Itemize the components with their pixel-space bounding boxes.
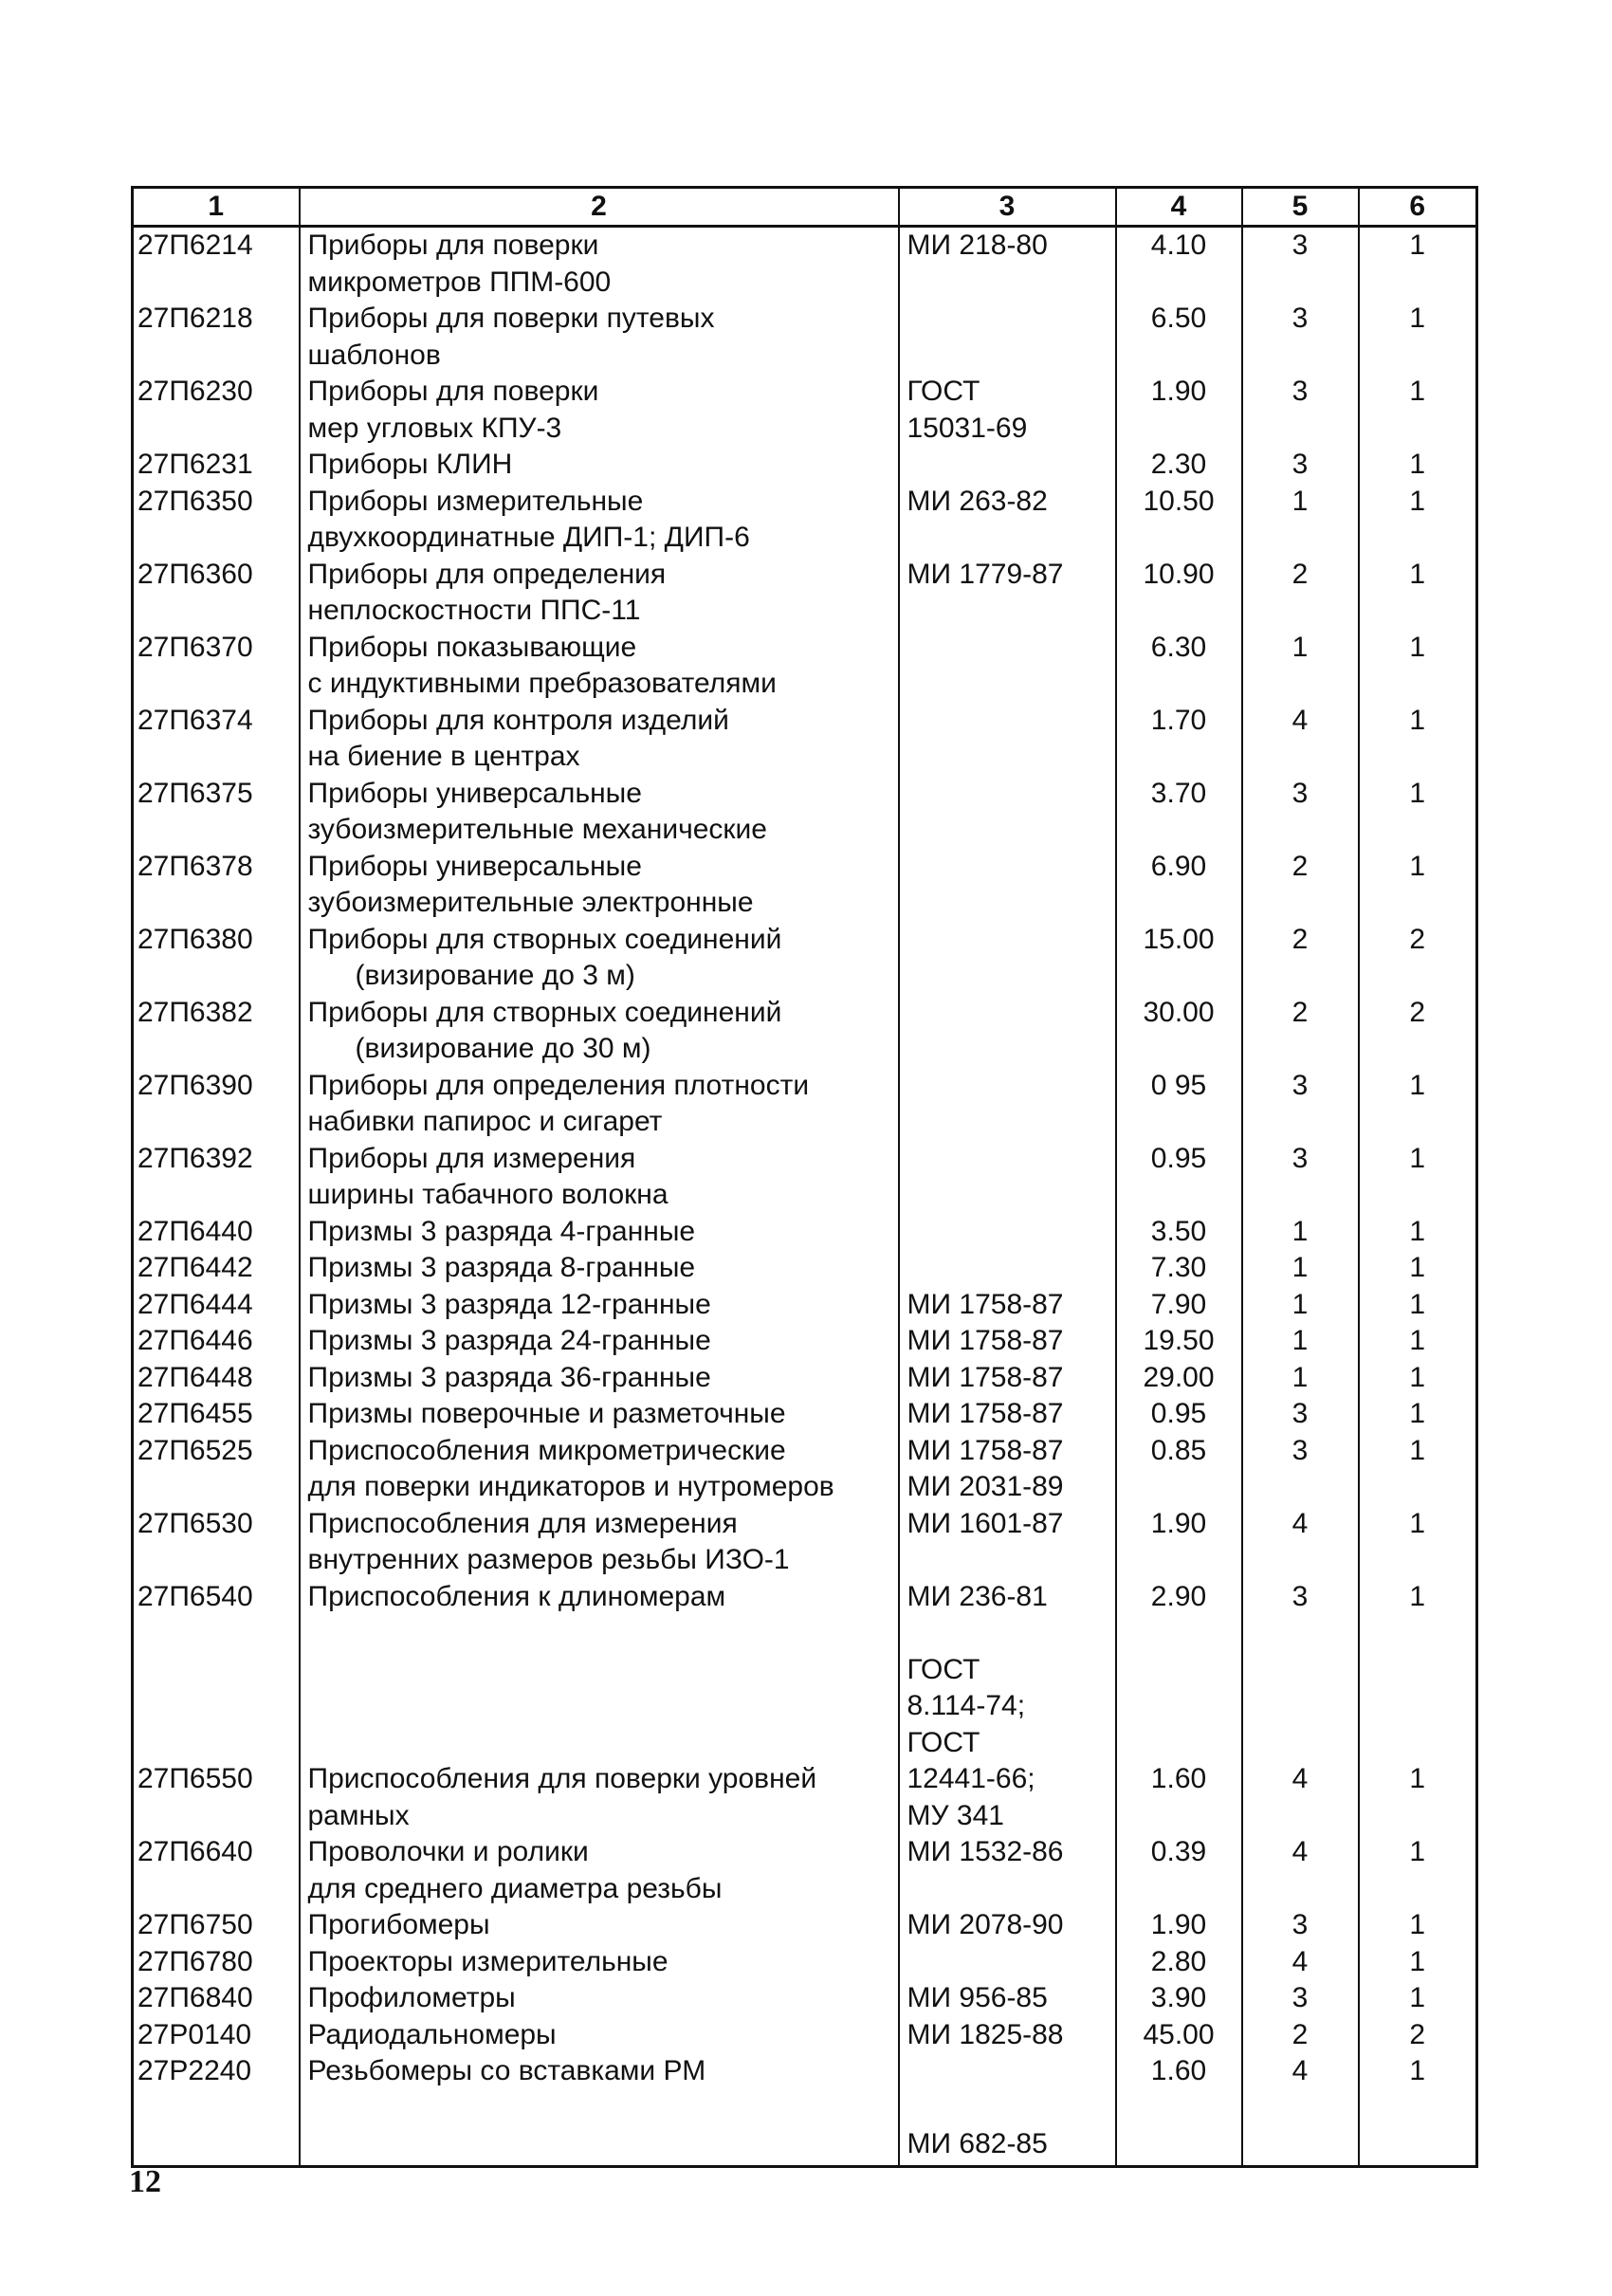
item-code-cell: 27П6382 — [133, 995, 300, 1068]
normative-doc-cell: ГОСТ 8.114-74; ГОСТ — [899, 1615, 1116, 1761]
table-body — [133, 227, 1477, 2167]
item-name-cell: Приборы показывающие с индуктивными пребразователями — [300, 630, 899, 703]
item-name-cell — [300, 2090, 899, 2167]
item-code-cell — [133, 1615, 300, 1761]
value-col-4-cell: 19.50 — [1116, 1323, 1242, 1360]
value-col-5-cell: 4 — [1242, 1834, 1359, 1907]
normative-doc-cell: МИ 1758-87 — [899, 1323, 1116, 1360]
value-col-4-cell: 3.50 — [1116, 1214, 1242, 1251]
item-name-cell: Приборы для поверки мер угловых КПУ-3 — [300, 374, 899, 447]
page-number: 12 — [129, 2164, 161, 2199]
value-col-5-cell: 2 — [1242, 2017, 1359, 2054]
value-col-4-cell: 1.60 — [1116, 1761, 1242, 1834]
item-name-cell: Приборы для поверки микрометров ППМ-600 — [300, 227, 899, 302]
value-col-4-cell: 2.90 — [1116, 1579, 1242, 1616]
table-row — [133, 1506, 1477, 1579]
normative-doc-cell: МИ 2078-90 — [899, 1907, 1116, 1944]
item-name-cell: Призмы 3 разряда 8-гранные — [300, 1250, 899, 1287]
normative-doc-cell — [899, 1214, 1116, 1251]
item-name-cell: Приборы для поверки путевых шаблонов — [300, 301, 899, 374]
table-row — [133, 1615, 1477, 1761]
normative-doc-cell: МИ 1601-87 — [899, 1506, 1116, 1579]
normative-doc-cell: МИ 1758-87 — [899, 1287, 1116, 1324]
value-col-6-cell: 1 — [1359, 227, 1477, 302]
item-name-cell: Профилометры — [300, 1980, 899, 2017]
value-col-6-cell: 1 — [1359, 557, 1477, 630]
item-name-cell — [300, 1615, 899, 1761]
value-col-5-cell: 1 — [1242, 1214, 1359, 1251]
normative-doc-cell — [899, 1068, 1116, 1141]
value-col-6-cell: 1 — [1359, 630, 1477, 703]
item-code-cell: 27П6448 — [133, 1360, 300, 1397]
table-row — [133, 849, 1477, 922]
value-col-5-cell: 1 — [1242, 1287, 1359, 1324]
item-code-cell: 27П6360 — [133, 557, 300, 630]
value-col-5-cell: 4 — [1242, 703, 1359, 776]
value-col-4-cell: 30.00 — [1116, 995, 1242, 1068]
item-code-cell: 27П6392 — [133, 1141, 300, 1214]
value-col-4-cell: 3.70 — [1116, 776, 1242, 849]
table-row — [133, 703, 1477, 776]
item-name-cell: Приборы универсальные зубоизмерительные электронные — [300, 849, 899, 922]
item-name-cell: Приборы для измерения ширины табачного волокна — [300, 1141, 899, 1214]
table-row — [133, 1907, 1477, 1944]
value-col-4-cell: 0.95 — [1116, 1396, 1242, 1433]
value-col-6-cell: 1 — [1359, 1287, 1477, 1324]
table-row — [133, 2053, 1477, 2090]
item-name-cell: Приспособления к длиномерам — [300, 1579, 899, 1616]
value-col-6-cell: 1 — [1359, 849, 1477, 922]
table-row — [133, 2017, 1477, 2054]
item-name-cell: Приборы для определения плотности набивки папирос и сигарет — [300, 1068, 899, 1141]
item-code-cell: 27П6375 — [133, 776, 300, 849]
value-col-4-cell: 15.00 — [1116, 922, 1242, 995]
value-col-6-cell — [1359, 1615, 1477, 1761]
value-col-6-cell: 1 — [1359, 374, 1477, 447]
item-name-cell: Призмы 3 разряда 12-гранные — [300, 1287, 899, 1324]
item-name-cell: Призмы 3 разряда 4-гранные — [300, 1214, 899, 1251]
table-row — [133, 630, 1477, 703]
value-col-5-cell: 4 — [1242, 1506, 1359, 1579]
value-col-5-cell: 2 — [1242, 922, 1359, 995]
value-col-4-cell: 2.30 — [1116, 447, 1242, 484]
value-col-6-cell: 1 — [1359, 484, 1477, 557]
value-col-5-cell — [1242, 2090, 1359, 2167]
normative-doc-cell: МИ 218-80 — [899, 227, 1116, 302]
item-code-cell: 27П6374 — [133, 703, 300, 776]
value-col-4-cell: 10.90 — [1116, 557, 1242, 630]
item-name-cell: Приспособления для поверки уровней рамных — [300, 1761, 899, 1834]
value-col-4-cell: 0.85 — [1116, 1433, 1242, 1506]
value-col-5-cell: 3 — [1242, 1579, 1359, 1616]
item-name-cell: Приборы измерительные двухкоординатные ДИП-1; ДИП-6 — [300, 484, 899, 557]
normative-doc-cell: МИ 956-85 — [899, 1980, 1116, 2017]
table-row — [133, 301, 1477, 374]
table-row — [133, 1980, 1477, 2017]
item-code-cell: 27Р0140 — [133, 2017, 300, 2054]
item-name-cell: Приборы для контроля изделий на биение в центрах — [300, 703, 899, 776]
value-col-6-cell — [1359, 2090, 1477, 2167]
value-col-4-cell: 10.50 — [1116, 484, 1242, 557]
value-col-6-cell: 1 — [1359, 1250, 1477, 1287]
item-name-cell: Радиодальномеры — [300, 2017, 899, 2054]
value-col-6-cell: 1 — [1359, 1141, 1477, 1214]
column-header-5: 5 — [1242, 188, 1359, 227]
item-name-cell: Призмы 3 разряда 24-гранные — [300, 1323, 899, 1360]
value-col-6-cell: 1 — [1359, 703, 1477, 776]
item-name-cell: Прогибомеры — [300, 1907, 899, 1944]
item-name-cell: Приспособления для измерения внутренних размеров резьбы ИЗО-1 — [300, 1506, 899, 1579]
item-code-cell: 27П6231 — [133, 447, 300, 484]
normative-doc-cell: МИ 236-81 — [899, 1579, 1116, 1616]
normative-doc-cell — [899, 1141, 1116, 1214]
value-col-5-cell: 4 — [1242, 2053, 1359, 2090]
table-row — [133, 1834, 1477, 1907]
normative-doc-cell: МИ 1758-87 — [899, 1360, 1116, 1397]
value-col-6-cell: 1 — [1359, 1834, 1477, 1907]
value-col-5-cell: 3 — [1242, 1433, 1359, 1506]
item-name-cell: Приборы КЛИН — [300, 447, 899, 484]
item-code-cell: 27П6446 — [133, 1323, 300, 1360]
value-col-4-cell: 29.00 — [1116, 1360, 1242, 1397]
normative-doc-cell — [899, 1944, 1116, 1981]
value-col-5-cell: 1 — [1242, 484, 1359, 557]
value-col-5-cell: 4 — [1242, 1761, 1359, 1834]
value-col-6-cell: 1 — [1359, 1761, 1477, 1834]
item-name-cell: Резьбомеры со вставками РМ — [300, 2053, 899, 2090]
value-col-4-cell: 3.90 — [1116, 1980, 1242, 2017]
item-code-cell: 27П6840 — [133, 1980, 300, 2017]
table-row — [133, 1360, 1477, 1397]
item-name-cell: Призмы поверочные и разметочные — [300, 1396, 899, 1433]
value-col-4-cell: 0 95 — [1116, 1068, 1242, 1141]
item-code-cell: 27П6444 — [133, 1287, 300, 1324]
value-col-4-cell: 0.39 — [1116, 1834, 1242, 1907]
item-code-cell: 27П6442 — [133, 1250, 300, 1287]
column-header-4: 4 — [1116, 188, 1242, 227]
item-code-cell: 27П6390 — [133, 1068, 300, 1141]
item-code-cell: 27П6540 — [133, 1579, 300, 1616]
item-code-cell: 27П6640 — [133, 1834, 300, 1907]
normative-doc-cell — [899, 849, 1116, 922]
value-col-6-cell: 1 — [1359, 1433, 1477, 1506]
value-col-6-cell: 1 — [1359, 1360, 1477, 1397]
table-row — [133, 1579, 1477, 1616]
value-col-6-cell: 1 — [1359, 447, 1477, 484]
item-code-cell: 27П6550 — [133, 1761, 300, 1834]
normative-doc-cell: МИ 1779-87 — [899, 557, 1116, 630]
column-header-1: 1 — [133, 188, 300, 227]
value-col-5-cell: 3 — [1242, 1141, 1359, 1214]
value-col-5-cell: 3 — [1242, 1907, 1359, 1944]
value-col-5-cell: 2 — [1242, 995, 1359, 1068]
normative-doc-cell: ГОСТ 15031-69 — [899, 374, 1116, 447]
table-row — [133, 922, 1477, 995]
value-col-5-cell: 3 — [1242, 1068, 1359, 1141]
normative-doc-cell: МИ 1825-88 — [899, 2017, 1116, 2054]
table-row — [133, 557, 1477, 630]
normative-doc-cell: МИ 1758-87 — [899, 1396, 1116, 1433]
table-row — [133, 776, 1477, 849]
value-col-4-cell: 1.90 — [1116, 1506, 1242, 1579]
value-col-4-cell — [1116, 1615, 1242, 1761]
item-name-cell: Приспособления микрометрические для поверки индикаторов и нутромеров — [300, 1433, 899, 1506]
value-col-6-cell: 1 — [1359, 1506, 1477, 1579]
normative-doc-cell: 12441-66; МУ 341 — [899, 1761, 1116, 1834]
value-col-6-cell: 1 — [1359, 1907, 1477, 1944]
value-col-5-cell: 3 — [1242, 301, 1359, 374]
item-code-cell: 27П6780 — [133, 1944, 300, 1981]
table-row — [133, 227, 1477, 302]
normative-doc-cell — [899, 776, 1116, 849]
value-col-6-cell: 1 — [1359, 2053, 1477, 2090]
item-name-cell: Проволочки и ролики для среднего диаметра резьбы — [300, 1834, 899, 1907]
normative-doc-cell: МИ 263-82 — [899, 484, 1116, 557]
normative-doc-cell: МИ 1532-86 — [899, 1834, 1116, 1907]
table-row — [133, 447, 1477, 484]
table-row — [133, 1761, 1477, 1834]
table-row — [133, 1396, 1477, 1433]
value-col-5-cell: 3 — [1242, 447, 1359, 484]
item-code-cell: 27П6370 — [133, 630, 300, 703]
table-row — [133, 995, 1477, 1068]
value-col-6-cell: 1 — [1359, 1068, 1477, 1141]
value-col-6-cell: 1 — [1359, 301, 1477, 374]
item-code-cell: 27П6455 — [133, 1396, 300, 1433]
value-col-6-cell: 1 — [1359, 1323, 1477, 1360]
normative-doc-cell — [899, 447, 1116, 484]
value-col-5-cell: 3 — [1242, 1980, 1359, 2017]
item-name-cell: Приборы для створных соединений (визирование до 3 м) — [300, 922, 899, 995]
value-col-6-cell: 1 — [1359, 1396, 1477, 1433]
item-code-cell: 27П6230 — [133, 374, 300, 447]
normative-doc-cell: МИ 682-85 — [899, 2090, 1116, 2167]
value-col-5-cell: 1 — [1242, 630, 1359, 703]
column-header-6: 6 — [1359, 188, 1477, 227]
item-code-cell: 27П6380 — [133, 922, 300, 995]
value-col-4-cell: 6.50 — [1116, 301, 1242, 374]
normative-doc-cell — [899, 2053, 1116, 2090]
value-col-4-cell: 6.30 — [1116, 630, 1242, 703]
value-col-4-cell: 6.90 — [1116, 849, 1242, 922]
table-row — [133, 374, 1477, 447]
table-row — [133, 484, 1477, 557]
normative-doc-cell — [899, 922, 1116, 995]
item-code-cell: 27П6214 — [133, 227, 300, 302]
item-code-cell: 27Р2240 — [133, 2053, 300, 2090]
item-name-cell: Проекторы измерительные — [300, 1944, 899, 1981]
value-col-6-cell: 2 — [1359, 995, 1477, 1068]
table-row — [133, 1141, 1477, 1214]
value-col-5-cell: 3 — [1242, 227, 1359, 302]
table-row — [133, 1250, 1477, 1287]
value-col-4-cell: 7.30 — [1116, 1250, 1242, 1287]
normative-doc-cell — [899, 703, 1116, 776]
value-col-4-cell: 1.60 — [1116, 2053, 1242, 2090]
normative-doc-cell — [899, 630, 1116, 703]
table-row — [133, 2090, 1477, 2167]
value-col-5-cell: 3 — [1242, 374, 1359, 447]
value-col-6-cell: 1 — [1359, 1980, 1477, 2017]
table-row — [133, 1433, 1477, 1506]
item-code-cell: 27П6440 — [133, 1214, 300, 1251]
value-col-5-cell: 2 — [1242, 557, 1359, 630]
normative-doc-cell — [899, 301, 1116, 374]
item-code-cell: 27П6525 — [133, 1433, 300, 1506]
value-col-5-cell: 1 — [1242, 1360, 1359, 1397]
value-col-6-cell: 2 — [1359, 922, 1477, 995]
value-col-4-cell: 1.90 — [1116, 374, 1242, 447]
value-col-4-cell: 7.90 — [1116, 1287, 1242, 1324]
item-name-cell: Приборы для определения неплоскостности ППС-11 — [300, 557, 899, 630]
value-col-4-cell: 2.80 — [1116, 1944, 1242, 1981]
value-col-5-cell: 3 — [1242, 1396, 1359, 1433]
value-col-5-cell: 4 — [1242, 1944, 1359, 1981]
item-code-cell: 27П6350 — [133, 484, 300, 557]
item-code-cell: 27П6530 — [133, 1506, 300, 1579]
item-name-cell: Приборы для створных соединений (визирование до 30 м) — [300, 995, 899, 1068]
item-name-cell: Приборы универсальные зубоизмерительные механические — [300, 776, 899, 849]
header-row — [133, 188, 1477, 227]
value-col-4-cell: 45.00 — [1116, 2017, 1242, 2054]
value-col-5-cell: 2 — [1242, 849, 1359, 922]
item-code-cell: 27П6378 — [133, 849, 300, 922]
value-col-4-cell — [1116, 2090, 1242, 2167]
normative-doc-cell: МИ 1758-87 МИ 2031-89 — [899, 1433, 1116, 1506]
normative-doc-cell — [899, 995, 1116, 1068]
item-code-cell: 27П6218 — [133, 301, 300, 374]
value-col-4-cell: 1.90 — [1116, 1907, 1242, 1944]
normative-doc-cell — [899, 1250, 1116, 1287]
value-col-6-cell: 1 — [1359, 1214, 1477, 1251]
value-col-4-cell: 1.70 — [1116, 703, 1242, 776]
value-col-6-cell: 1 — [1359, 776, 1477, 849]
value-col-5-cell: 1 — [1242, 1323, 1359, 1360]
column-header-3: 3 — [899, 188, 1116, 227]
item-name-cell: Призмы 3 разряда 36-гранные — [300, 1360, 899, 1397]
value-col-6-cell: 2 — [1359, 2017, 1477, 2054]
value-col-5-cell: 3 — [1242, 776, 1359, 849]
column-header-2: 2 — [300, 188, 899, 227]
item-code-cell — [133, 2090, 300, 2167]
item-code-cell: 27П6750 — [133, 1907, 300, 1944]
table-row — [133, 1068, 1477, 1141]
value-col-5-cell — [1242, 1615, 1359, 1761]
data-table — [131, 186, 1478, 2168]
table-row — [133, 1323, 1477, 1360]
value-col-4-cell: 4.10 — [1116, 227, 1242, 302]
value-col-5-cell: 1 — [1242, 1250, 1359, 1287]
value-col-6-cell: 1 — [1359, 1944, 1477, 1981]
table-row — [133, 1287, 1477, 1324]
table-row — [133, 1944, 1477, 1981]
table-row — [133, 1214, 1477, 1251]
value-col-6-cell: 1 — [1359, 1579, 1477, 1616]
value-col-4-cell: 0.95 — [1116, 1141, 1242, 1214]
